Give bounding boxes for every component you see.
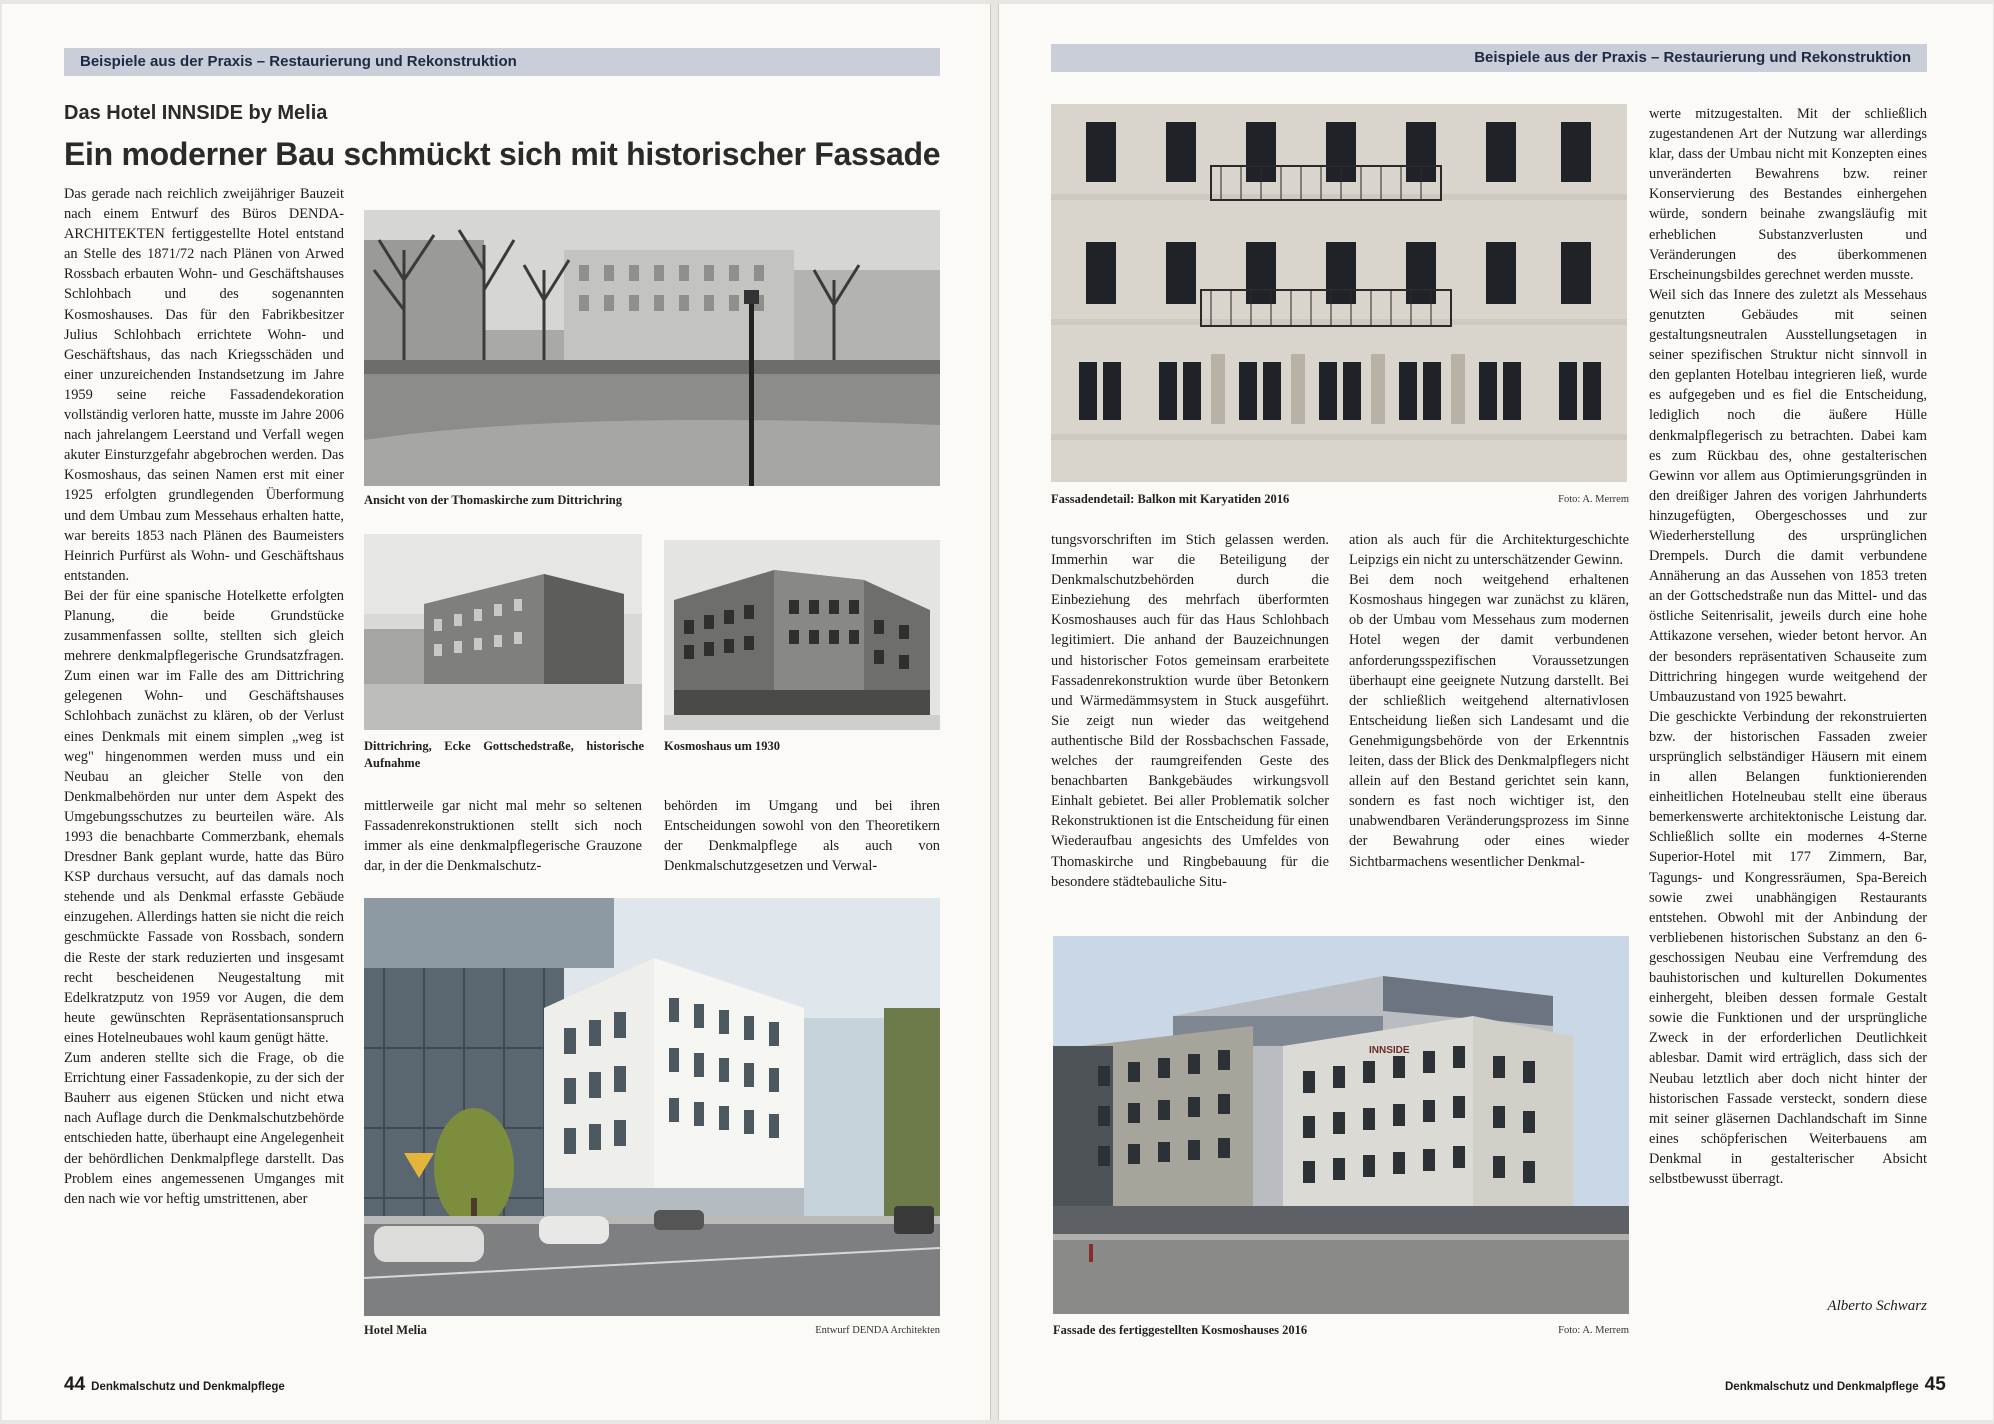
paragraph: werte mitzugestalten. Mit der schließlich zugestandenen Art der Nutzung war allerdings klar, dass der Umbau nicht mit Konzepten eines unveränderten Bewahrens bzw. reiner Konservierung des Bestandes einhergehen würde, sondern beinahe zwangsläufig mit erheblichen Substanzverlusten und Veränderungen des überkommenen Erscheinungsbildes gerechnet werden musste.: [1649, 106, 1927, 283]
photo-kosmoshaus-1930: [664, 540, 940, 730]
right-column-3: [1649, 104, 1927, 1282]
photo-hotel-melia: [364, 898, 940, 1316]
publication-name-left: Denkmalschutz und Denkmalpflege: [91, 1381, 285, 1393]
photo-kosmoshaus-2016: [1053, 936, 1629, 1314]
caption-dittrichring: Dittrichring, Ecke Gottschedstraße, historische Aufnahme: [364, 739, 644, 770]
facade-sign: INNSIDE: [1369, 1045, 1410, 1056]
paragraph: mittlerweile gar nicht mal mehr so seltenen Fassadenrekonstruktionen stellt sich noch immer als eine denkmalpflegerische Grauzone dar, in der die Denkmalschutz-: [364, 798, 642, 875]
paragraph: Weil sich das Innere des zuletzt als Messehaus genutzten Gebäudes mit seinen gestaltungsneutralen Ausstellungsetagen in seiner spezifischen Struktur nicht sinnvoll in den geplanten Hotelbau integrieren ließ, wurde es aufgegeben und es fiel die Entscheidung, lediglich noch die äußere Hülle denkmalpflegerisch zu betrachten. Dabei kam es zum Rückbau des, ohne gestalterischen Gewinn vor allem aus Optimierungsgründen in den dreißiger Jahren des vorigen Jahrhunderts hinzugefügten, Obergeschosses und zur Wiederherstellung des ursprünglichen Drempels. Durch die damit verbundene Annäherung an das Aussehen von 1853 treten an der Gottschedstraße nun das Mittel- und das östliche Seitenrisalit, jeweils durch eine hohe Attikazone versehen, wieder betont hervor. An der besonders repräsentativen Schauseite zum Dittrichring hingegen wurde weitgehend der Umbauzustand von 1925 bewahrt.: [1649, 286, 1927, 705]
running-header-right: Beispiele aus der Praxis – Restaurierung und Rekonstruktion: [1051, 44, 1927, 72]
article-author: Alberto Schwarz: [1827, 1298, 1927, 1314]
caption-thomaskirche: Ansicht von der Thomaskirche zum Dittrichring: [364, 493, 622, 507]
caption-hotel-melia: Hotel Melia: [364, 1323, 427, 1337]
caption-balkon: Fassadendetail: Balkon mit Karyatiden 2016: [1051, 492, 1290, 506]
credit-hotel-melia: Entwurf DENDA Architekten: [815, 1325, 940, 1336]
footer-left: [64, 1374, 285, 1396]
photo-dittrichring-historic: [364, 534, 642, 730]
article-kicker: Das Hotel INNSIDE by Melia: [64, 102, 328, 124]
caption-kosmoshaus-1930: Kosmoshaus um 1930: [664, 739, 780, 753]
paragraph: behörden im Umgang und bei ihren Entscheidungen sowohl von den Theoretikern der Denkmalpflege als auch von Denkmalschutzgesetzen und Verwal-: [664, 798, 940, 875]
photo-balkon-karyatiden: [1051, 104, 1627, 482]
paragraph: Zum anderen stellte sich die Frage, ob die Errichtung einer Fassadenkopie, zu der sich der Bauherr aus eigenen Stücken und nicht etwa nach Auflage durch die Denkmalschutzbehörde entschieden hatte, überhaupt eine Angelegenheit der behördlichen Denkmalpflege darstellt. Das Problem eines angemessenen Umganges mit den nach wie vor heftig umstrittenen, aber: [64, 1050, 344, 1207]
left-column-1: [64, 184, 344, 1346]
paragraph: tungsvorschriften im Stich gelassen werden. Immerhin war die Beteiligung der Denkmalschutzbehörden durch die Einbeziehung des mehrfach überformten Kosmoshauses auch für das Haus Schlohbach legitimiert. Die anhand der Bauzeichnungen und historischer Fotos gemeinsam erarbeitete Fassadenrekonstruktion wurde über Betonkern und Wärmedämmsystem in Stuck ausgeführt. Sie zeigt nun wieder das weitgehend authentische Bild der Rossbachschen Fassade, welches der raumgreifenden Geste des benachbarten Bankgebäudes wirkungsvoll Einhalt gebietet. Bei aller Problematik solcher Rekonstruktionen ist die Entscheidung für einen Wiederaufbau angesichts des Umfeldes von Thomaskirche und Ringbebauung für die besondere städtebauliche Situ-: [1051, 532, 1329, 890]
paragraph: ation als auch für die Architekturgeschichte Leipzigs ein nicht zu unterschätzender Gewinn.: [1349, 532, 1629, 569]
caption-kosmoshaus-2016: Fassade des fertiggestellten Kosmoshauses 2016: [1053, 1323, 1308, 1337]
page-number-left: 44: [64, 1374, 86, 1395]
right-page: [998, 4, 1993, 1420]
page-number-right: 45: [1924, 1374, 1946, 1395]
credit-kosmoshaus-2016: Foto: A. Merrem: [1558, 1325, 1629, 1336]
left-column-2: [364, 796, 642, 878]
publication-name-right: Denkmalschutz und Denkmalpflege: [1725, 1381, 1919, 1393]
running-header-left: Beispiele aus der Praxis – Restaurierung und Rekonstruktion: [64, 48, 940, 76]
paragraph: Die geschickte Verbindung der rekonstruierten bzw. der historischen Fassaden zweier ursprünglich selbständiger Häusern mit einem in allen Belangen funktionierenden einheitlichen Hotelneubau stellt eine überaus bemerkenswerte architektonische Leistung dar. Schließlich sollte ein modernes 4-Sterne Superior-Hotel mit 177 Zimmern, Bar, Tagungs- und Kongressräumen, Spa-Bereich sowie zwei unabhängigen Restaurants entstehen. Obwohl mit der Anbindung der verbliebenen historischen Substanz an den 6-geschossigen Neubau eine Verfremdung des bauhistorischen und kulturellen Dokumentes einhergeht, bleiben dessen formale Gestalt sowie die Funktionen und der ursprüngliche Zweck in der erforderlichen Deutlichkeit ablesbar. Damit wird erträglich, dass sich der Neubau letztlich aber doch nicht hinter der historischen Fassade versteckt, sondern diese mit seiner gläsernen Dachlandschaft im Sinne eines schöpferischen Weiterbauens am Denkmal in gestalterischer Absicht selbstbewusst überragt.: [1649, 708, 1927, 1187]
credit-balkon: Foto: A. Merrem: [1558, 494, 1629, 505]
footer-right: [1725, 1374, 1946, 1396]
right-column-2: [1349, 530, 1629, 912]
photo-thomaskirche-view: [364, 210, 940, 486]
paragraph: Bei der für eine spanische Hotelkette erfolgten Planung, die beide Grundstücke zusammenfassen sollte, stellten sich gleich mehrere denkmalpflegerische Grundsatzfragen. Zum einen war im Falle des am Dittrichring gelegenen Wohn- und Geschäftshauses Schlohbach zunächst zu klären, ob der Verlust eines Denkmals mit einem simplen „weg ist weg" hingenommen werden muss und ein Neubau an gleicher Stelle von den Denkmalbehörden nur unter dem Aspekt des Umgebungsschutzes zu beurteilen wäre. Als 1993 die benachbarte Commerzbank, ehemals Dresdner Bank geplant wurde, hatte das Büro KSP durchaus versucht, auf das damals noch stehende und als Denkmal erfasste Gebäude einzugehen. Allerdings hatten sie nicht die reich geschmückte Fassade von Rossbach, sondern die Reste der stark reduzierten und insgesamt recht bescheidenen Neugestaltung mit Edelkratzputz von 1959 vor Augen, die dem heute gewünschten Repräsentationsanspruch eines Hotelneubaues wohl kaum genügt hätte.: [64, 587, 344, 1046]
paragraph: Das gerade nach reichlich zweijähriger Bauzeit nach einem Entwurf des Büros DENDA-ARCHITEKTEN fertiggestellte Hotel entstand an Stelle des 1871/72 nach Plänen von Arwed Rossbach erbauten Wohn- und Geschäftshauses Schlohbach und des sogenannten Kosmoshauses. Das für den Fabrikbesitzer Julius Schlohbach errichtete Wohn- und Geschäftshaus, das nach Kriegsschäden und einer unzureichenden Instandsetzung im Jahre 1959 seine reiche Fassadendekoration vollständig verloren hatte, musste im Jahre 2006 nach jahrelangem Leerstand und Verfall wegen akuter Einsturzgefahr abgebrochen werden. Das Kosmoshaus, das seinen Namen erst mit einer 1925 erfolgten grundlegenden Überformung und dem Umbau zum Messehaus erhalten hatte, war bereits 1853 nach Plänen des Baumeisters Heinrich Purfürst als Wohn- und Geschäftshaus entstanden.: [64, 186, 344, 584]
paragraph: Bei dem noch weitgehend erhaltenen Kosmoshaus hingegen war zunächst zu klären, ob der Umbau vom Messehaus zum modernen Hotel wegen der damit verbundenen anforderungsspezifischen Voraussetzungen überhaupt eine geeignete Nutzung darstellt. Bei der schließlich weitgehend alternativlosen Entscheidung ließen sich Landesamt und die Genehmigungsbehörde von der Erkenntnis leiten, dass der Blick des Denkmalpflegers nicht allein auf den Bestand gerichtet sein kann, sondern es fast noch wichtiger ist, den unabwendbaren Veränderungsprozess im Sinne der Bewahrung oder eines wieder Sichtbarmachens wesentlicher Denkmal-: [1349, 572, 1629, 870]
left-page: [2, 4, 991, 1420]
left-column-3: [664, 796, 940, 878]
article-headline: Ein moderner Bau schmückt sich mit historischer Fassade: [64, 136, 941, 172]
right-column-1: [1051, 530, 1329, 912]
